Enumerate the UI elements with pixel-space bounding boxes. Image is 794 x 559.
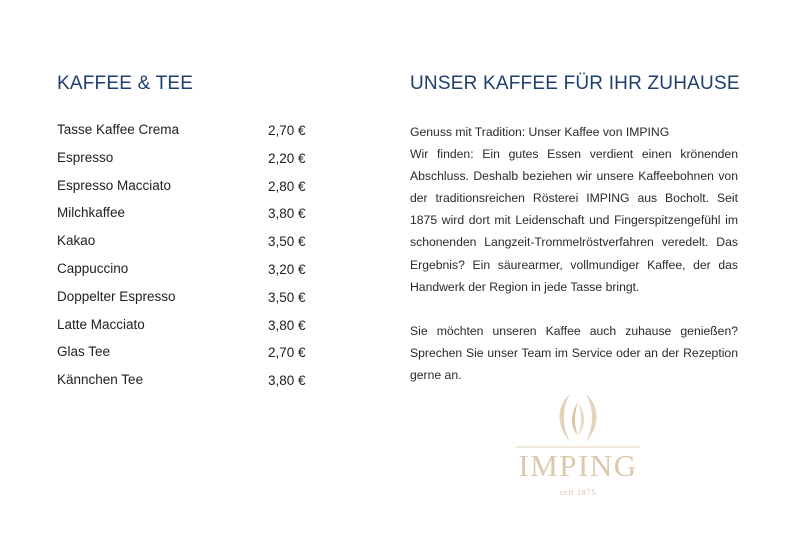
menu-item	[57, 204, 317, 232]
menu-item-price: 3,50 €	[268, 234, 306, 250]
menu-item-name: Kakao	[57, 233, 96, 249]
logo-wordmark: IMPING	[518, 448, 638, 483]
menu-item-name: Glas Tee	[57, 344, 111, 360]
menu-item-price: 2,80 €	[268, 178, 306, 194]
menu-item	[57, 177, 317, 205]
contact-paragraph: Sie möchten unseren Kaffee auch zuhause genießen? Sprechen Sie unser Team im Service oder an der Rezeption gerne an.	[410, 323, 738, 382]
menu-item	[57, 260, 317, 288]
tagline: Genuss mit Tradition: Unser Kaffee von IMPING	[410, 125, 670, 139]
menu-item-name: Milchkaffee	[57, 205, 126, 221]
menu-item-name: Latte Macciato	[57, 316, 145, 332]
menu-item-name: Doppelter Espresso	[57, 288, 176, 304]
menu-item-price: 3,80 €	[268, 317, 306, 333]
menu-item-name: Kännchen Tee	[57, 372, 144, 388]
home-coffee-section-title: UNSER KAFFEE FÜR IHR ZUHAUSE	[410, 72, 740, 94]
menu-item-price: 2,70 €	[268, 345, 306, 361]
menu-item-name: Espresso Macciato	[57, 177, 172, 193]
menu-item	[57, 316, 317, 344]
menu-item-name: Espresso	[57, 149, 114, 165]
menu-section-title: KAFFEE & TEE	[57, 72, 194, 94]
menu-item	[57, 343, 317, 371]
menu-item	[57, 232, 317, 260]
menu-item-name: Tasse Kaffee Crema	[57, 122, 180, 137]
coffee-bean-flame-icon	[512, 392, 644, 452]
menu-item	[57, 149, 317, 177]
menu-item	[57, 371, 317, 399]
imping-logo	[512, 392, 644, 502]
menu-item-price: 3,80 €	[268, 206, 306, 222]
description-paragraph: Wir finden: Ein gutes Essen verdient einen krönenden Abschluss. Deshalb beziehen wir unsere Kaffeebohnen von der traditionsreichen Rösterei IMPING aus Bocholt. Seit 1875 wird dort mit Leidenschaft und Fingerspitzengefühl im schonenden Langzeit-Trommelröstverfahren veredelt. Das Ergebnis? Ein säurearmer, vollmundiger Kaffee, der das Handwerk der Region in jede Tasse bringt.	[410, 147, 738, 294]
menu-item-price: 2,20 €	[268, 150, 306, 166]
menu-item-price: 3,80 €	[268, 373, 306, 389]
menu-item-price: 2,70 €	[268, 123, 306, 138]
beverage-menu-list	[57, 121, 317, 399]
logo-since: seit 1875	[559, 488, 597, 497]
menu-item	[57, 288, 317, 316]
menu-item	[57, 121, 317, 149]
menu-item-name: Cappuccino	[57, 260, 129, 276]
coffee-description	[410, 121, 738, 386]
menu-item-price: 3,20 €	[268, 261, 306, 277]
menu-item-price: 3,50 €	[268, 289, 306, 305]
